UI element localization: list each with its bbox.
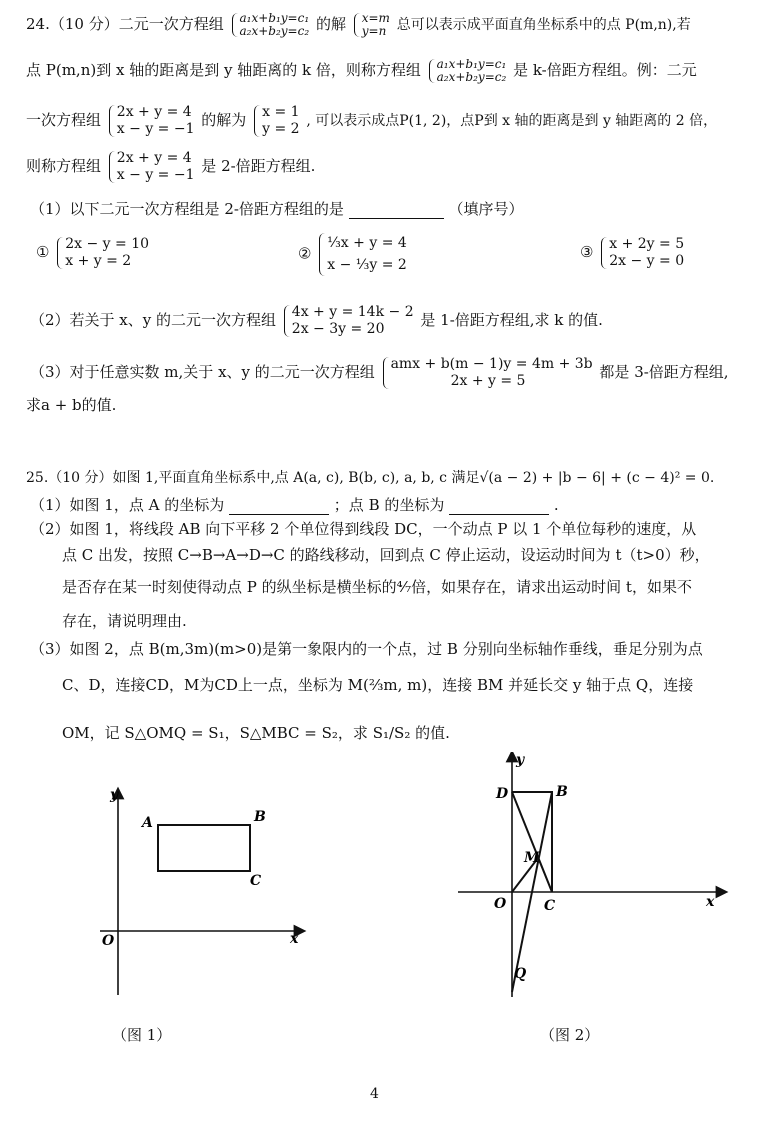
equation: x − ⅓y = 2 [327, 257, 407, 274]
q25-part2-line1: （2）如图 1，将线段 AB 向下平移 2 个单位得到线段 DC，一个动点 P 以 1 个单位每秒的速度，从 [30, 520, 697, 538]
option-label: ② [298, 244, 312, 263]
equation: ⅓x + y = 4 [327, 235, 407, 251]
q24-line1-mid: 的解 [315, 15, 346, 34]
option-label: ① [36, 242, 50, 261]
q24-system-general-repeat [428, 58, 507, 84]
x-axis-label: x [706, 894, 715, 910]
segment-mc [538, 858, 552, 892]
q24-option-1 [36, 236, 151, 270]
q24-line3 [26, 104, 717, 138]
q24-option-2 [298, 232, 409, 277]
q24-part2 [30, 304, 603, 338]
q25-part3-line2: C、D，连接CD，M为CD上一点，坐标为 M(⅔m, m)，连接 BM 并延长交 y 轴于点 Q，连接 [62, 676, 694, 694]
q24-part3-prefix: （3）对于任意实数 m,关于 x、y 的二元一次方程组 [30, 362, 375, 381]
point-b-answer-blank[interactable] [449, 498, 549, 515]
q24-example-solution [253, 104, 299, 138]
q25-part2-line3: 是否存在某一时刻使得动点 P 的纵坐标是横坐标的⁴⁄₇倍，如果存在，请求出运动时间 t，如果不 [62, 578, 692, 596]
q24-part2-suffix: 是 1-倍距方程组,求 k 的值. [420, 310, 603, 329]
q25-part1-prefix: （1）如图 1，点 A 的坐标为 [30, 496, 225, 514]
equation: 4x + y = 14k − 2 [291, 304, 414, 320]
x-axis-label: x [290, 931, 299, 947]
equation: 2x − y = 0 [609, 252, 685, 269]
q24-line4 [26, 150, 315, 184]
q25-part2-line4: 存在，请说明理由. [62, 612, 187, 630]
origin-label: O [494, 896, 507, 912]
q24-line1-suffix: 总可以表示成平面直角坐标系中的点 P(m,n),若 [396, 17, 691, 34]
equation: 2x − 3y = 20 [291, 320, 385, 337]
figure-2-caption: （图 2） [540, 1026, 600, 1044]
q25-part3-line3: OM，记 S△OMQ = S₁，S△MBC = S₂，求 S₁/S₂ 的值. [62, 724, 450, 742]
q24-line4-suffix: 是 2-倍距方程组. [201, 156, 316, 175]
q24-line2 [26, 58, 697, 84]
equation: 2x + y = 4 [116, 104, 192, 120]
equation: 2x + y = 4 [116, 150, 192, 166]
figure-2 [452, 752, 732, 1002]
q24-line3-mid: 的解为 [201, 110, 247, 129]
figure-1 [90, 785, 330, 1005]
origin-label: O [102, 933, 115, 949]
q24-part3 [30, 356, 729, 390]
equation: x + 2y = 5 [609, 236, 685, 252]
q24-part1 [30, 200, 524, 219]
q25-part1-end: . [553, 496, 559, 514]
q24-part3-suffix: 都是 3-倍距方程组, [599, 362, 729, 381]
y-axis-label: y [110, 787, 119, 803]
option-system [318, 232, 407, 277]
q24-line1 [26, 12, 691, 38]
figure-1-caption: （图 1） [112, 1026, 172, 1044]
equation: y=n [361, 24, 387, 39]
q24-line3-suffix: , 可以表示成点P(1, 2)，点P到 x 轴的距离是到 y 轴距离的 2 倍， [306, 112, 718, 129]
equation: x=m [361, 11, 390, 25]
equation: x − y = −1 [116, 166, 195, 183]
q25-part1 [30, 496, 559, 515]
q24-example-system-repeat [108, 150, 195, 184]
equation: x = 1 [262, 104, 300, 120]
equation: amx + b(m − 1)y = 4m + 3b [390, 356, 593, 372]
point-m-label: M [524, 850, 540, 866]
equation: a₂x+b₂y=c₂ [436, 70, 507, 85]
q24-part2-system [283, 304, 414, 338]
q25-part3-line1: （3）如图 2，点 B(m,3m)(m>0)是第一象限内的一个点，过 B 分别向坐标轴作垂线，垂足分别为点 [30, 640, 703, 658]
point-d-label: D [496, 786, 509, 802]
point-a-label: A [142, 815, 153, 831]
q24-line2-suffix: 是 k-倍距方程组。例：二元 [513, 61, 697, 80]
q24-part1-tail: （填序号） [448, 200, 524, 218]
point-q-label: Q [514, 966, 527, 982]
equation: a₂x+b₂y=c₂ [239, 24, 310, 39]
option-system [56, 236, 149, 270]
page-number: 4 [370, 1086, 379, 1102]
rectangle-abcd [158, 825, 250, 871]
q24-line1-prefix: 24.（10 分）二元一次方程组 [26, 15, 224, 34]
equation: 2x − y = 10 [65, 236, 150, 252]
point-c-label: C [544, 898, 556, 914]
q24-line3-prefix: 一次方程组 [26, 110, 102, 129]
q24-system-general [231, 12, 310, 38]
equation: x − y = −1 [116, 120, 195, 137]
equation: a₁x+b₁y=c₁ [436, 57, 507, 71]
answer-blank[interactable] [349, 202, 444, 219]
option-system [600, 236, 684, 270]
q24-example-system [108, 104, 195, 138]
q24-part3-line2: 求a + b的值. [26, 396, 117, 414]
q24-part3-system [382, 356, 593, 390]
option-label: ③ [580, 242, 594, 261]
q24-line2-prefix: 点 P(m,n)到 x 轴的距离是到 y 轴距离的 k 倍，则称方程组 [26, 61, 421, 80]
equation: a₁x+b₁y=c₁ [239, 11, 310, 25]
point-b-label: B [556, 784, 568, 800]
q24-system-solution [353, 12, 390, 38]
q24-line4-prefix: 则称方程组 [26, 156, 102, 175]
q25-part2-line2: 点 C 出发，按照 C→B→A→D→C 的路线移动，回到点 C 停止运动，设运动时间为 t（t>0）秒， [62, 546, 710, 564]
point-a-answer-blank[interactable] [229, 498, 329, 515]
equation: 2x + y = 5 [450, 372, 526, 389]
equation: y = 2 [262, 120, 300, 137]
point-b-label: B [254, 809, 266, 825]
q24-option-3 [580, 236, 686, 270]
point-c-label: C [250, 873, 262, 889]
q25-part1-mid: ；点 B 的坐标为 [333, 496, 445, 514]
y-axis-label: y [516, 752, 525, 768]
q24-part2-prefix: （2）若关于 x、y 的二元一次方程组 [30, 310, 277, 329]
q25-line1: 25.（10 分）如图 1,平面直角坐标系中,点 A(a, c), B(b, c), a, b, c 满足√(a − 2) + |b − 6| + (c − 4)² = 0. [26, 470, 715, 486]
equation: x + y = 2 [65, 252, 132, 269]
q24-part1-text: （1）以下二元一次方程组是 2-倍距方程组的是 [30, 200, 344, 218]
